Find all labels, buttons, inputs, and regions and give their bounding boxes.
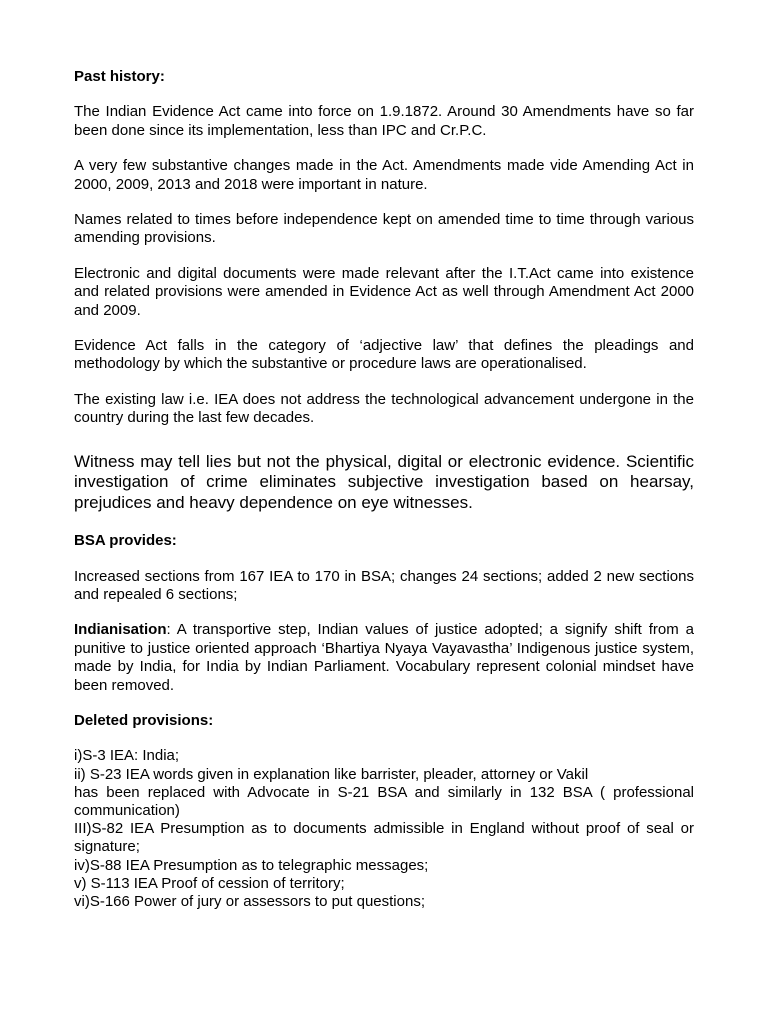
heading-bsa-provides: BSA provides: [74,532,177,550]
indianisation-paragraph [74,621,694,695]
history-paragraph: The existing law i.e. IEA does not address the technological advancement undergone in the country during the last few decades. [74,390,694,427]
document-page [74,68,694,911]
list-item: iv)S-88 IEA Presumption as to telegraphic messages; [74,856,429,874]
sections-paragraph: Increased sections from 167 IEA to 170 in BSA; changes 24 sections; added 2 new sections and repealed 6 sections; [74,567,694,603]
heading-past-history: Past history: [74,68,165,85]
list-item: ii) S-23 IEA words given in explanation like barrister, pleader, attorney or Vakil [74,765,589,783]
deleted-provisions-list [74,747,694,911]
history-paragraph: Evidence Act falls in the category of ‘adjective law’ that defines the pleadings and methodology by which the substantive or procedure laws are operationalised. [74,337,694,373]
history-paragraph: A very few substantive changes made in the Act. Amendments made vide Amending Act in 2000, 2009, 2013 and 2018 were important in nature. [74,157,694,193]
history-paragraph: Electronic and digital documents were made relevant after the I.T.Act came into existence and related provisions were amended in Evidence Act as well through Amendment Act 2000 and 2009. [74,264,694,319]
indianisation-label: Indianisation [74,621,167,639]
history-paragraph: The Indian Evidence Act came into force on 1.9.1872. Around 30 Amendments have so far been done since its implementation, less than IPC and Cr.P.C. [74,103,694,139]
list-item: III)S-82 IEA Presumption as to documents admissible in England without proof of seal or signature; [74,820,694,856]
list-item: i)S-3 IEA: India; [74,747,180,765]
witness-paragraph: Witness may tell lies but not the physical, digital or electronic evidence. Scientific investigation of crime eliminates subjective investigation based on hearsay, prejudices and heavy dependence on eye witnesses. [74,451,694,512]
history-paragraph: Names related to times before independence kept on amended time to time through various amending provisions. [74,211,694,247]
list-item: v) S-113 IEA Proof of cession of territory; [74,874,345,892]
indianisation-text: : A transportive step, Indian values of justice adopted; a signify shift from a punitive to justice oriented approach ‘Bhartiya Nyaya Vayavastha’ Indigenous justice system, made by India, for India by Indian Parliament. Vocabulary represent colonial mindset have been removed. [74,621,694,694]
list-item: has been replaced with Advocate in S-21 BSA and similarly in 132 BSA ( professional communication) [74,783,694,820]
heading-deleted-provisions: Deleted provisions: [74,712,214,730]
list-item: vi)S-166 Power of jury or assessors to put questions; [74,893,425,911]
